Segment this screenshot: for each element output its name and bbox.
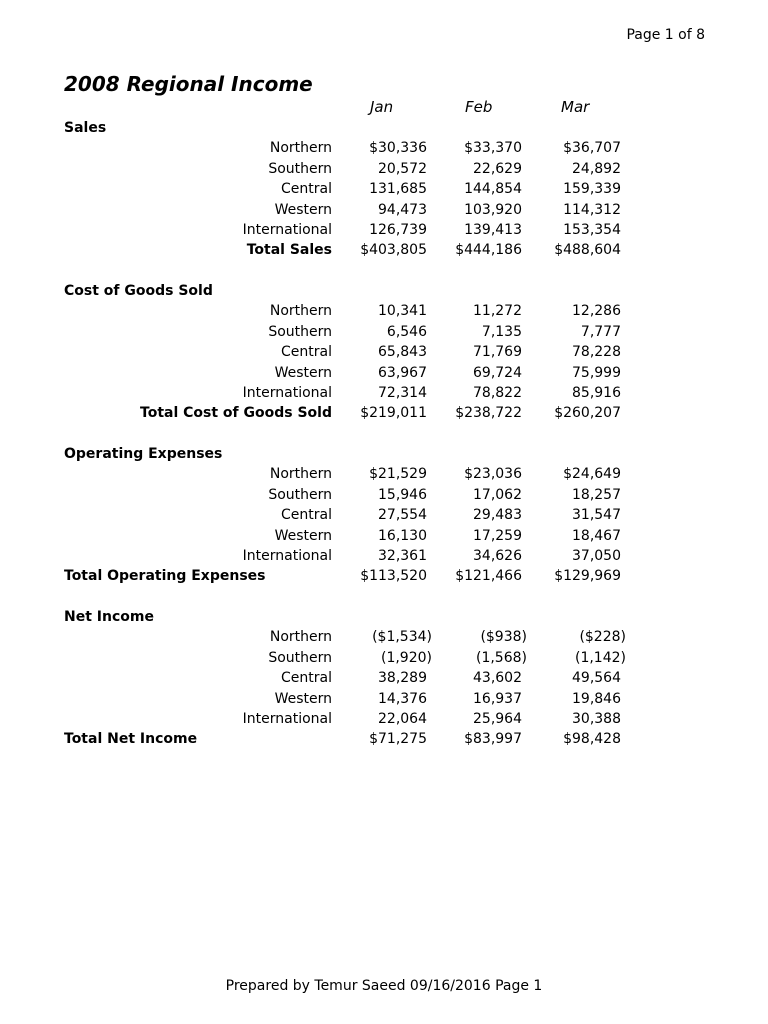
cell-feb: 7,135 — [481, 323, 522, 340]
cell-feb: $23,036 — [464, 466, 522, 483]
row-label: Western — [274, 364, 332, 381]
cell-mar: 49,564 — [572, 670, 621, 687]
cell-jan: (1,920) — [380, 649, 432, 666]
cell-jan: 10,341 — [378, 303, 427, 320]
total-mar: $488,604 — [554, 242, 621, 259]
table-row — [0, 138, 768, 158]
row-label: Southern — [268, 160, 332, 177]
total-feb: $238,722 — [455, 405, 522, 422]
cell-mar: 7,777 — [580, 323, 621, 340]
cell-feb: 43,602 — [473, 670, 522, 687]
row-label: Western — [274, 201, 332, 218]
cell-mar: ($228) — [579, 629, 626, 646]
cell-jan: ($1,534) — [372, 629, 432, 646]
cell-jan: 14,376 — [378, 690, 427, 707]
row-label: Southern — [268, 323, 332, 340]
cell-mar: 31,547 — [572, 507, 621, 524]
cell-jan: 22,064 — [378, 710, 427, 727]
cell-feb: ($938) — [480, 629, 527, 646]
total-jan: $219,011 — [360, 405, 427, 422]
cell-feb: 34,626 — [473, 547, 522, 564]
total-label: Total Net Income — [64, 731, 198, 748]
table-row — [0, 383, 768, 403]
cell-jan: 131,685 — [369, 181, 427, 198]
total-mar: $260,207 — [554, 405, 621, 422]
table-row — [0, 159, 768, 179]
cell-feb: 17,259 — [473, 527, 522, 544]
table-row — [0, 301, 768, 321]
table-row — [0, 464, 768, 484]
cell-feb: 17,062 — [473, 486, 522, 503]
total-mar: $98,428 — [563, 731, 621, 748]
row-label: Northern — [269, 303, 332, 320]
total-feb: $121,466 — [455, 568, 522, 585]
cell-jan: $21,529 — [369, 466, 427, 483]
cell-mar: $36,707 — [563, 140, 621, 157]
total-jan: $113,520 — [360, 568, 427, 585]
cell-jan: 72,314 — [378, 384, 427, 401]
cell-jan: 126,739 — [369, 221, 427, 238]
cell-mar: 85,916 — [572, 384, 621, 401]
total-feb: $444,186 — [455, 242, 522, 259]
opex-section — [0, 444, 768, 587]
table-row — [0, 505, 768, 525]
total-mar: $129,969 — [554, 568, 621, 585]
cell-jan: $30,336 — [369, 140, 427, 157]
cell-mar: $24,649 — [563, 466, 621, 483]
total-row — [0, 403, 768, 423]
table-row — [0, 526, 768, 546]
cell-jan: 27,554 — [378, 507, 427, 524]
cell-feb: 139,413 — [464, 221, 522, 238]
cell-mar: 24,892 — [572, 160, 621, 177]
table-row — [0, 485, 768, 505]
cell-mar: 75,999 — [572, 364, 621, 381]
month-feb: Feb — [465, 98, 493, 116]
cell-feb: 25,964 — [473, 710, 522, 727]
row-label: Northern — [269, 140, 332, 157]
cell-jan: 16,130 — [378, 527, 427, 544]
section-heading: Sales — [64, 120, 107, 136]
cell-jan: 20,572 — [378, 160, 427, 177]
cell-mar: 30,388 — [572, 710, 621, 727]
sales-section — [0, 118, 768, 261]
row-label: International — [242, 710, 332, 727]
cell-feb: 11,272 — [473, 303, 522, 320]
row-label: Southern — [268, 486, 332, 503]
total-label: Total Operating Expenses — [64, 568, 266, 585]
cell-feb: 22,629 — [473, 160, 522, 177]
row-label: Central — [281, 670, 332, 687]
cell-mar: 159,339 — [563, 181, 621, 198]
cell-jan: 6,546 — [386, 323, 427, 340]
cell-feb: 144,854 — [464, 181, 522, 198]
cell-mar: 78,228 — [572, 344, 621, 361]
cell-feb: 16,937 — [473, 690, 522, 707]
table-row — [0, 648, 768, 668]
month-jan: Jan — [370, 98, 394, 116]
row-label: International — [242, 221, 332, 238]
table-row — [0, 200, 768, 220]
cell-feb: 71,769 — [473, 344, 522, 361]
row-label: International — [242, 547, 332, 564]
section-heading: Cost of Goods Sold — [64, 283, 213, 299]
report-title: 2008 Regional Income — [64, 72, 313, 96]
row-label: Central — [281, 507, 332, 524]
cell-feb: 103,920 — [464, 201, 522, 218]
table-row — [0, 342, 768, 362]
cell-feb: $33,370 — [464, 140, 522, 157]
total-jan: $71,275 — [369, 731, 427, 748]
cell-jan: 65,843 — [378, 344, 427, 361]
table-row — [0, 220, 768, 240]
cell-mar: 153,354 — [563, 221, 621, 238]
cell-mar: 18,467 — [572, 527, 621, 544]
cell-feb: 69,724 — [473, 364, 522, 381]
section-heading: Net Income — [64, 609, 154, 625]
page-footer: Prepared by Temur Saeed 09/16/2016 Page 1 — [225, 978, 543, 994]
cell-mar: 37,050 — [572, 547, 621, 564]
cell-feb: 78,822 — [473, 384, 522, 401]
total-label: Total Cost of Goods Sold — [140, 405, 332, 422]
total-feb: $83,997 — [464, 731, 522, 748]
page-number: Page 1 of 8 — [626, 27, 705, 43]
total-row — [0, 240, 768, 260]
cogs-section — [0, 281, 768, 424]
total-jan: $403,805 — [360, 242, 427, 259]
table-row — [0, 689, 768, 709]
cell-mar: 114,312 — [563, 201, 621, 218]
table-row — [0, 627, 768, 647]
row-label: International — [242, 384, 332, 401]
row-label: Southern — [268, 649, 332, 666]
row-label: Northern — [269, 466, 332, 483]
table-row — [0, 709, 768, 729]
month-header-row — [0, 98, 768, 118]
section-heading: Operating Expenses — [64, 446, 223, 462]
row-label: Central — [281, 181, 332, 198]
row-label: Northern — [269, 629, 332, 646]
total-row — [0, 729, 768, 749]
table-row — [0, 322, 768, 342]
row-label: Central — [281, 344, 332, 361]
cell-jan: 38,289 — [378, 670, 427, 687]
cell-mar: 19,846 — [572, 690, 621, 707]
cell-jan: 94,473 — [378, 201, 427, 218]
cell-jan: 15,946 — [378, 486, 427, 503]
table-row — [0, 546, 768, 566]
cell-jan: 63,967 — [378, 364, 427, 381]
table-row — [0, 668, 768, 688]
table-row — [0, 363, 768, 383]
row-label: Western — [274, 690, 332, 707]
cell-feb: (1,568) — [475, 649, 527, 666]
cell-mar: 12,286 — [572, 303, 621, 320]
cell-mar: 18,257 — [572, 486, 621, 503]
cell-feb: 29,483 — [473, 507, 522, 524]
total-row — [0, 566, 768, 586]
month-mar: Mar — [561, 98, 590, 116]
cell-jan: 32,361 — [378, 547, 427, 564]
net-income-section — [0, 607, 768, 750]
cell-mar: (1,142) — [574, 649, 626, 666]
total-label: Total Sales — [246, 242, 332, 259]
row-label: Western — [274, 527, 332, 544]
table-row — [0, 179, 768, 199]
